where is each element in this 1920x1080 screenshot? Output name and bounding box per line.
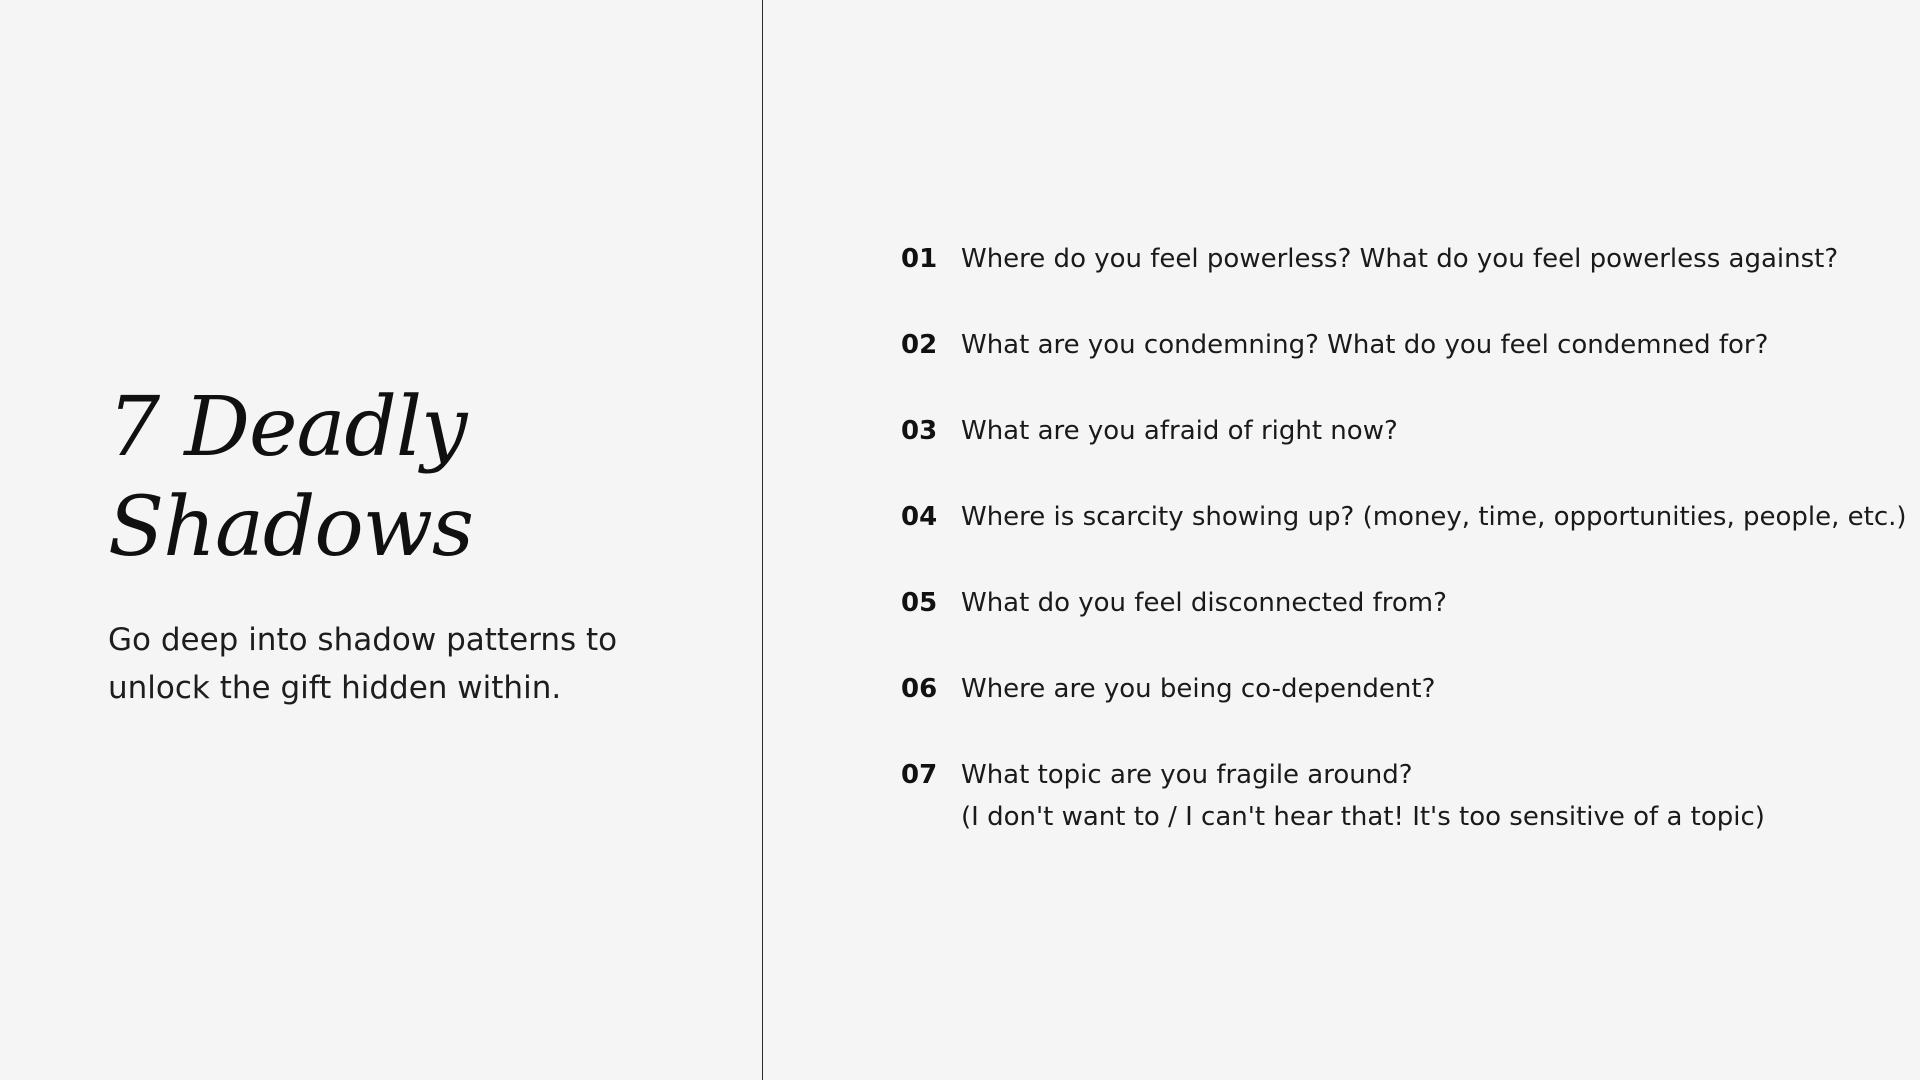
question-item-01 [901,238,1901,324]
question-text: What are you condemning? What do you feel condemned for? [961,330,1769,360]
vertical-divider [762,0,763,1080]
subtitle-line-2: unlock the gift hidden within. [108,670,562,706]
question-number: 02 [901,330,938,360]
question-text: Where are you being co-dependent? [961,674,1436,704]
question-number: 03 [901,416,938,446]
subtitle-line-1: Go deep into shadow patterns to [108,622,618,658]
question-text: What are you afraid of right now? [961,416,1398,446]
question-subtext: (I don't want to / I can't hear that! It's too sensitive of a topic) [961,802,1765,832]
question-item-07 [901,754,1901,838]
question-number: 01 [901,244,938,274]
question-item-03 [901,410,1901,496]
question-text-block [961,754,1765,838]
subtitle [108,616,668,712]
question-text: What topic are you fragile around? [961,760,1413,790]
page-title [108,378,708,578]
question-number: 07 [901,760,938,790]
question-number: 06 [901,674,938,704]
title-line-1: 7 Deadly [108,380,467,475]
question-item-04 [901,496,1907,582]
question-number: 05 [901,588,938,618]
question-item-06 [901,668,1901,754]
question-item-02 [901,324,1901,410]
question-list [901,238,1907,838]
title-line-2: Shadows [108,480,474,575]
question-item-05 [901,582,1901,668]
question-text: Where is scarcity showing up? (money, time, opportunities, people, etc.) [961,502,1907,532]
question-text: Where do you feel powerless? What do you feel powerless against? [961,244,1839,274]
question-text: What do you feel disconnected from? [961,588,1447,618]
question-number: 04 [901,502,938,532]
left-panel [108,378,708,712]
